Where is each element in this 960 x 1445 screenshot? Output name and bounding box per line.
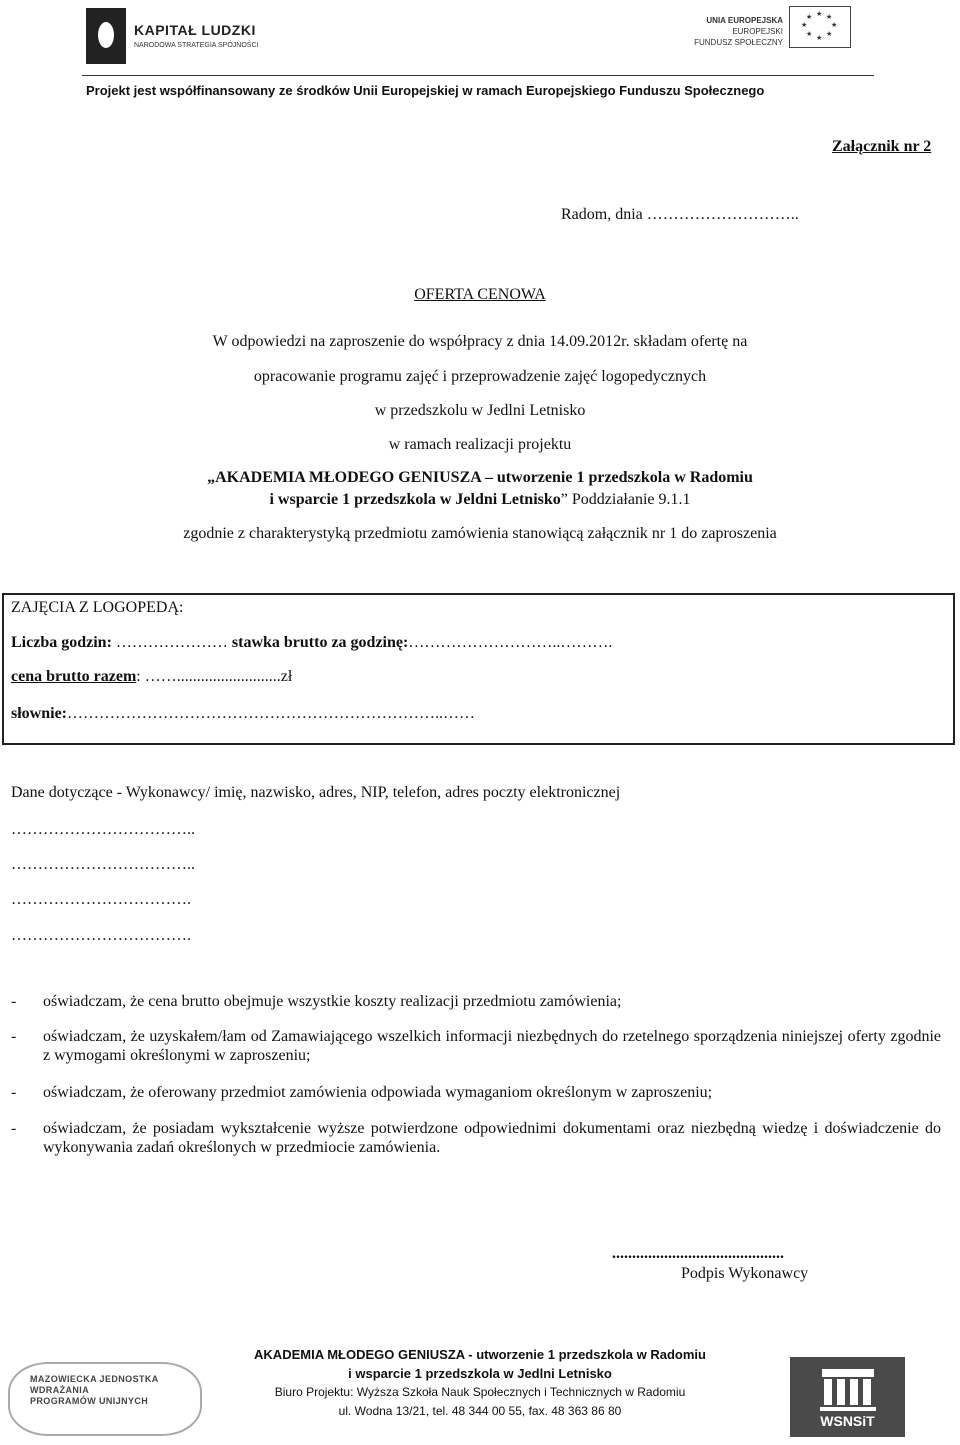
hours-field[interactable]: ………………… [111, 634, 228, 651]
mjwpu-logo [8, 1362, 208, 1434]
declaration-item [11, 1119, 941, 1157]
eu-logo [694, 5, 855, 65]
words-field[interactable]: ……………………………………………………………..…… [67, 705, 475, 722]
kapital-ludzki-logo [86, 8, 259, 66]
signature-dots[interactable]: ........................................... [612, 1245, 784, 1262]
total-line [11, 668, 292, 686]
kapital-ludzki-title: KAPITAŁ LUDZKI [134, 22, 256, 38]
intro-line-4: w ramach realizacji projektu [388, 436, 572, 453]
building-icon [822, 1369, 874, 1377]
subaction: ” Poddziałanie 9.1.1 [560, 491, 691, 508]
date-line: Radom, dnia ……………………….. [561, 206, 799, 223]
intro-line-7: zgodnie z charakterystyką przedmiotu zamówienia stanowiącą załącznik nr 1 do zaproszenia [183, 525, 777, 542]
contractor-line[interactable]: …………………………….. [11, 821, 195, 838]
mjwpu-line-2: WDRAŻANIA [30, 1385, 90, 1395]
cofinance-note: Projekt jest współfinansowany ze środków Unii Europejskiej w ramach Europejskiego Funduszu Społecznego [86, 83, 765, 98]
eu-flag-icon: ★ ★ ★ ★ ★ ★ ★ ★ [789, 6, 851, 48]
header-divider [82, 75, 874, 76]
signature-label: Podpis Wykonawcy [681, 1265, 809, 1282]
footer-address: ul. Wodna 13/21, tel. 48 344 00 55, fax. 48 363 86 80 [338, 1404, 622, 1418]
hours-rate-line [11, 634, 612, 652]
wsnsit-text: WSNSiT [820, 1413, 875, 1429]
rate-field[interactable]: ………………………..………. [408, 634, 613, 651]
contractor-line[interactable]: ……………………………. [11, 927, 191, 944]
intro-line-2: opracowanie programu zajęć i przeprowadzenie zajęć logopedycznych [253, 368, 707, 385]
total-field[interactable]: : ……..........................zł [136, 668, 293, 685]
declaration-item [11, 992, 941, 1011]
declaration-item [11, 1027, 941, 1065]
hours-label: Liczba godzin: [11, 634, 112, 651]
total-label: cena brutto razem [11, 668, 137, 685]
attachment-label: Załącznik nr 2 [832, 138, 932, 155]
box-heading: ZAJĘCIA Z LOGOPEDĄ: [11, 599, 184, 616]
bullet-dash: - [11, 1084, 17, 1101]
contractor-label: Dane dotyczące - Wykonawcy/ imię, nazwisko, adres, NIP, telefon, adres poczty elektronicznej [11, 784, 621, 801]
project-name-line-2 [0, 491, 960, 509]
page-title: OFERTA CENOWA [414, 286, 546, 303]
kapital-ludzki-subtitle: NARODOWA STRATEGIA SPÓJNOŚCI [134, 42, 259, 49]
eu-line-3: FUNDUSZ SPOŁECZNY [694, 38, 783, 47]
footer-project-line-1: AKADEMIA MŁODEGO GENIUSZA - utworzenie 1 przedszkola w Radomiu [254, 1347, 706, 1362]
eu-line-1: UNIA EUROPEJSKA [706, 16, 783, 25]
mjwpu-line-3: PROGRAMÓW UNIJNYCH [30, 1396, 149, 1406]
words-label: słownie: [11, 705, 67, 722]
footer-office: Biuro Projektu: Wyższa Szkoła Nauk Społecznych i Technicznych w Radomiu [274, 1385, 686, 1399]
declaration-text: oświadczam, że cena brutto obejmuje wszystkie koszty realizacji przedmiotu zamówienia; [43, 993, 622, 1010]
project-name-line: „AKADEMIA MŁODEGO GENIUSZA – utworzenie 1 przedszkola w Radomiu [207, 469, 753, 486]
eu-line-2: EUROPEJSKI [732, 27, 783, 36]
intro-line-1: W odpowiedzi na zaproszenie do współpracy z dnia 14.09.2012r. składam ofertę na [212, 333, 748, 350]
kapital-ludzki-emblem-icon [86, 8, 126, 64]
declaration-text: oświadczam, że oferowany przedmiot zamówienia odpowiada wymaganiom określonym w zaproszeniu; [43, 1084, 713, 1101]
bullet-dash: - [11, 1120, 17, 1137]
declaration-text: oświadczam, że posiadam wykształcenie wyższe potwierdzone odpowiednimi dokumentami oraz niezbędną wiedzę i doświadczenie do wykonywania zadań określonych w przedmiocie zamówienia. [43, 1120, 941, 1156]
bullet-dash: - [11, 1028, 17, 1045]
bullet-dash: - [11, 993, 17, 1010]
declaration-item [11, 1083, 941, 1102]
rate-label: stawka brutto za godzinę: [227, 634, 409, 651]
declaration-text: oświadczam, że uzyskałem/łam od Zamawiającego wszelkich informacji niezbędnych do rzetelnego sporządzenia niniejszej oferty zgodnie z wymogami określonymi w zaproszeniu; [43, 1028, 941, 1064]
wsnsit-logo [790, 1357, 905, 1437]
words-line [11, 705, 475, 723]
intro-line-3: w przedszkolu w Jedlni Letnisko [374, 402, 586, 419]
mjwpu-line-1: MAZOWIECKA JEDNOSTKA [30, 1374, 159, 1384]
project-name-bold: i wsparcie 1 przedszkola w Jeldni Letnisko [269, 491, 561, 508]
contractor-line[interactable]: …………………………….. [11, 856, 195, 873]
footer-project-line-2: i wsparcie 1 przedszkola w Jedlni Letnisko [348, 1366, 612, 1381]
contractor-line[interactable]: ……………………………. [11, 891, 191, 908]
